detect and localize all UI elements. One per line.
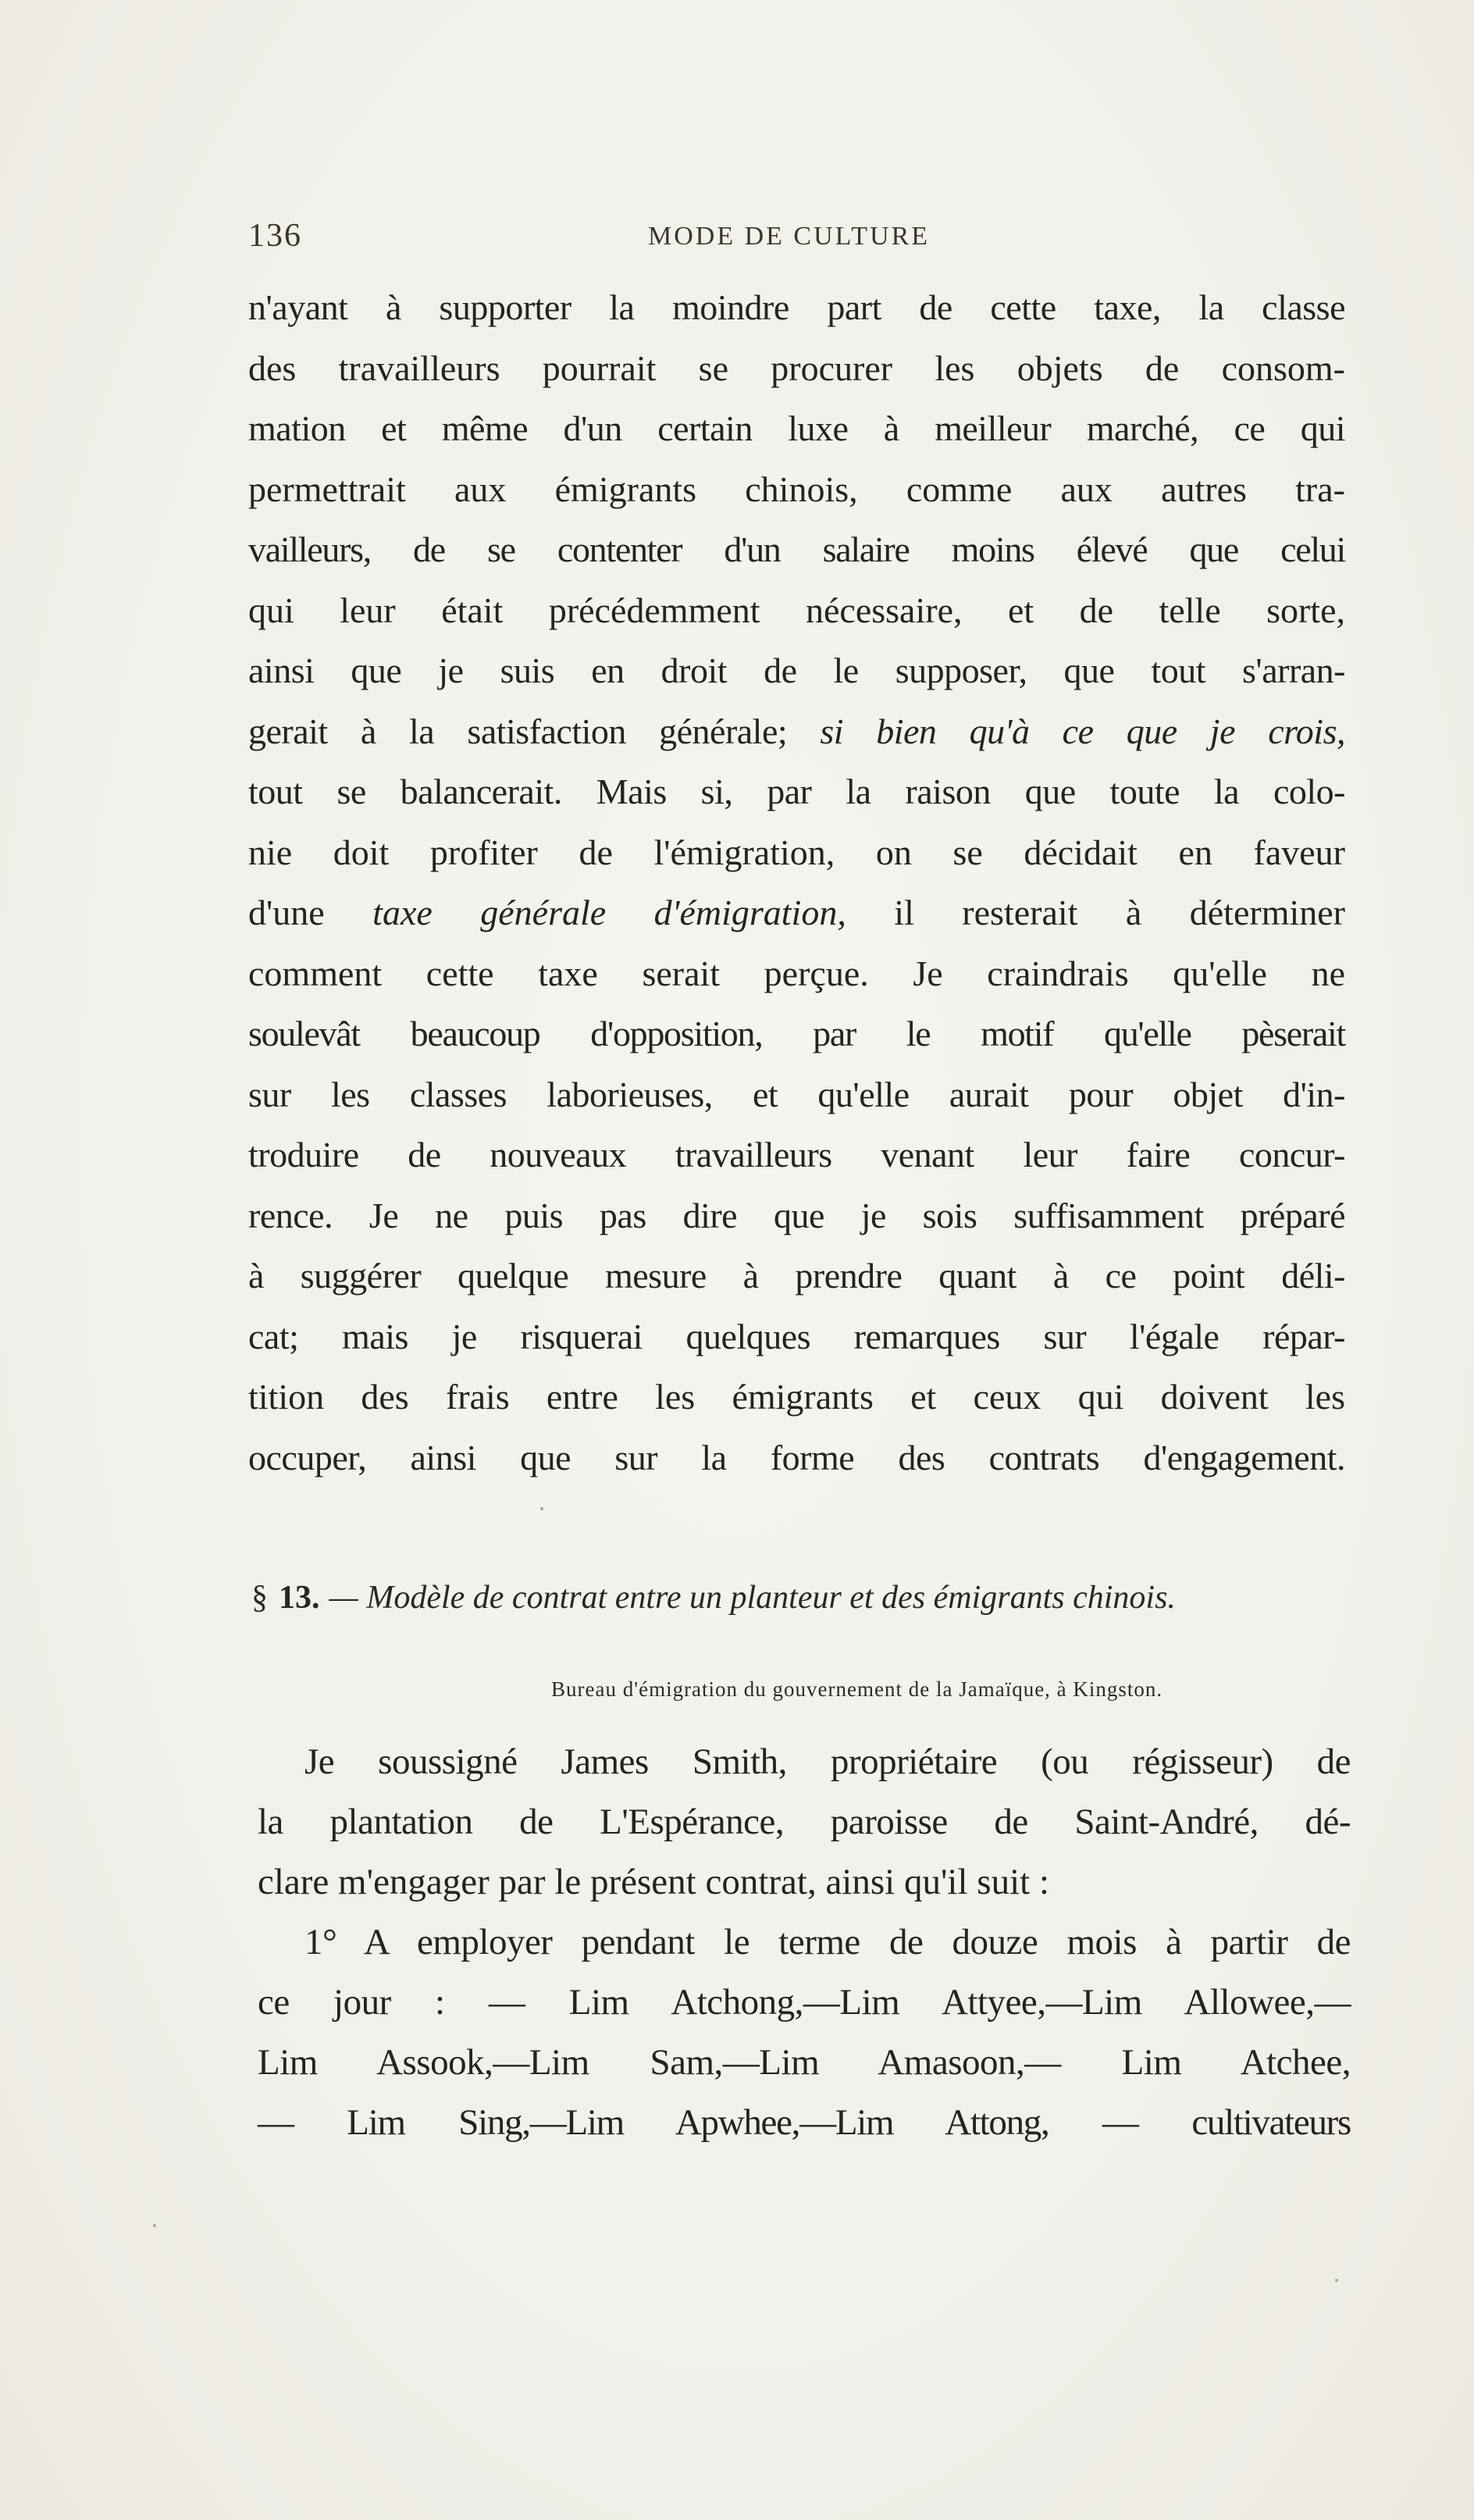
text-line: comment cette taxe serait perçue. Je craindrais qu'elle ne (248, 953, 1345, 993)
section-heading (251, 1579, 1344, 1616)
text-line: cat; mais je risquerai quelques remarques sur l'égale répar- (248, 1316, 1345, 1356)
text-line: permettrait aux émigrants chinois, comme aux autres tra- (248, 469, 1345, 509)
text-line: n'ayant à supporter la moindre part de cette taxe, la classe (248, 287, 1345, 327)
text-line: mation et même d'un certain luxe à meilleur marché, ce qui (248, 408, 1345, 448)
italic-run: si bien qu'à ce que je crois, (820, 711, 1345, 751)
text-line: la plantation de L'Espérance, paroisse de Saint-André, dé- (258, 1802, 1351, 1842)
paper-speck (153, 2224, 156, 2227)
text-line: soulevât beaucoup d'opposition, par le motif qu'elle pèserait (248, 1014, 1345, 1053)
text-line: des travailleurs pourrait se procurer les objets de consom- (248, 348, 1345, 388)
page-header (248, 217, 1341, 264)
running-head: MODE DE CULTURE (648, 222, 931, 251)
bureau-line: Bureau d'émigration du gouvernement de la Jamaïque, à Kingston. (551, 1677, 1163, 1701)
paper-speck (540, 1507, 543, 1510)
text-line: — Lim Sing,—Lim Apwhee,—Lim Attong, — cultivateurs (258, 2102, 1351, 2143)
text-line (248, 701, 1345, 762)
text-run: gerait à la satisfaction générale; (248, 711, 821, 751)
text-line: rence. Je ne puis pas dire que je sois suffisamment préparé (248, 1195, 1345, 1235)
main-paragraph (248, 277, 1345, 1488)
italic-run: taxe générale d'émigration, (372, 893, 846, 932)
text-line: nie doit profiter de l'émigration, on se décidait en faveur (248, 832, 1345, 872)
page-number: 136 (248, 218, 302, 254)
paper-speck (1335, 2279, 1338, 2282)
section-sign: § (251, 1580, 268, 1616)
text-run: d'une (248, 893, 373, 932)
text-line: ainsi que je suis en droit de le supposer, que tout s'arran- (248, 650, 1345, 690)
text-line: vailleurs, de se contenter d'un salaire moins élevé que celui (248, 529, 1345, 569)
text-line: ce jour : — Lim Atchong,—Lim Attyee,—Lim Allowee,— (258, 1982, 1351, 2023)
text-run: il resterait à déterminer (846, 893, 1345, 932)
text-line: tout se balancerait. Mais si, par la raison que toute la colo- (248, 772, 1345, 811)
text-line: tition des frais entre les émigrants et ceux qui doivent les (248, 1377, 1345, 1417)
text-line: clare m'engager par le présent contrat, ainsi qu'il suit : (258, 1862, 1050, 1902)
text-line: occuper, ainsi que sur la forme des contrats d'engagement. (248, 1437, 1345, 1477)
text-line: Lim Assook,—Lim Sam,—Lim Amasoon,— Lim Atchee, (258, 2042, 1351, 2083)
text-line (248, 882, 1345, 943)
text-line: à suggérer quelque mesure à prendre quant à ce point déli- (248, 1256, 1345, 1296)
text-line: 1° A employer pendant le terme de douze mois à partir de (304, 1922, 1351, 1962)
text-line: Je soussigné James Smith, propriétaire (ou régisseur) de (304, 1741, 1351, 1782)
text-line: qui leur était précédemment nécessaire, et de telle sorte, (248, 590, 1345, 630)
text-line: troduire de nouveaux travailleurs venant leur faire concur- (248, 1135, 1345, 1174)
section-number: 13. (279, 1580, 320, 1616)
contract-text (258, 1732, 1351, 2153)
text-line: sur les classes laborieuses, et qu'elle aurait pour objet d'in- (248, 1074, 1345, 1114)
section-title: — Modèle de contrat entre un planteur et des émigrants chinois. (329, 1580, 1176, 1616)
